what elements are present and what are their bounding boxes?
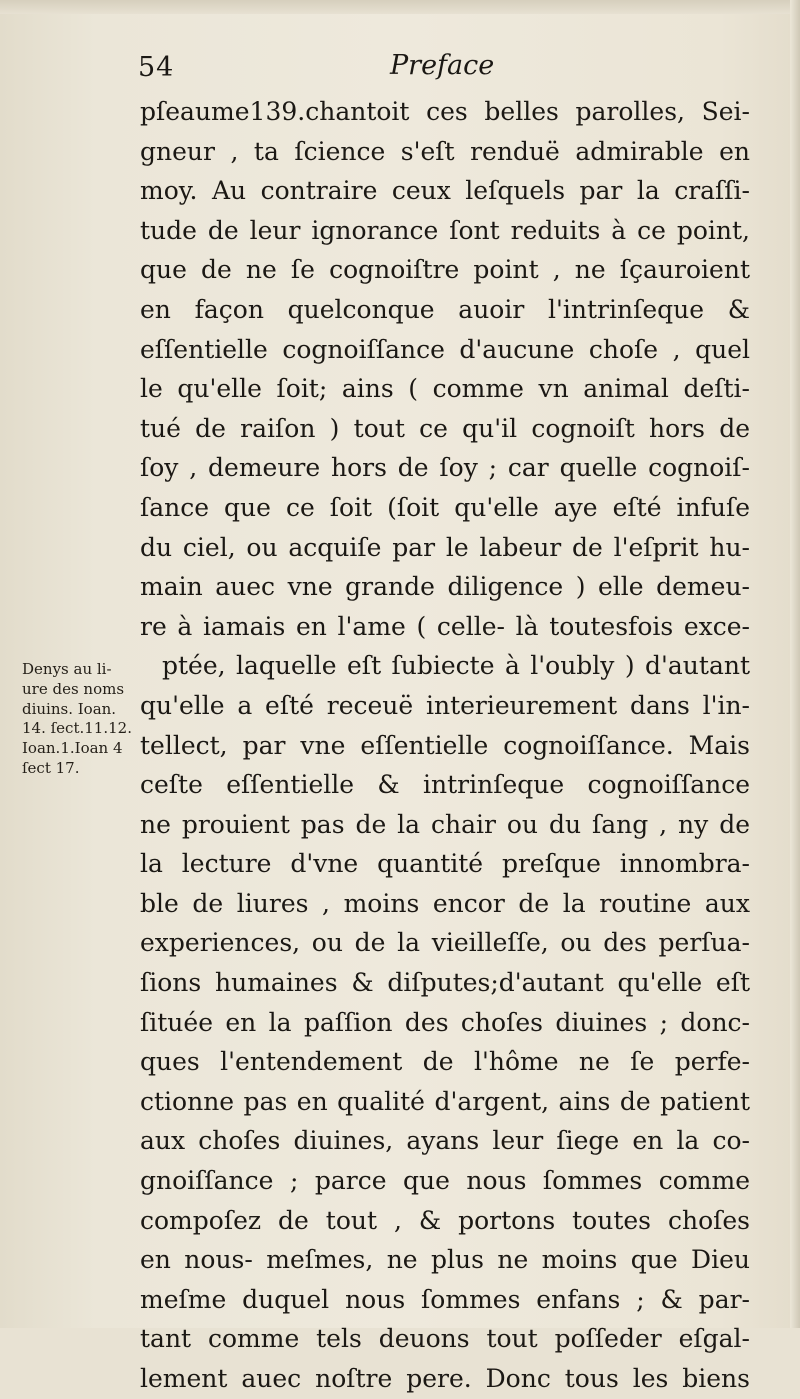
text-line: experiences, ou de la vieilleſſe, ou des perſua-: [140, 928, 750, 958]
margin-note: [22, 660, 132, 779]
text-line: tellect, par vne eſſentielle cognoiſſance. Mais: [140, 730, 750, 760]
text-line: ptée, laquelle eſt ſubiecte à l'oubly ) d'autant: [162, 651, 750, 681]
text-line: tué de raiſon ) tout ce qu'il cognoiſt hors de: [140, 413, 750, 443]
text-line: ne prouient pas de la chair ou du ſang , ny de: [140, 809, 750, 839]
text-line: ſituée en la paſſion des choſes diuines ; donc-: [140, 1007, 750, 1037]
text-line: en nous- meſmes, ne plus ne moins que Dieu: [140, 1245, 750, 1275]
text-line: re à iamais en l'ame ( celle- là toutesfois exce-: [140, 611, 750, 641]
text-line: en façon quelconque auoir l'intrinſeque &: [140, 294, 750, 324]
text-line: ſions humaines & diſputes;d'autant qu'elle eſt: [140, 968, 750, 998]
text-line: main auec vne grande diligence ) elle demeu-: [140, 572, 750, 602]
page-number: 54: [138, 52, 175, 83]
margin-note-line: ure des noms: [22, 679, 125, 698]
text-line: que de ne ſe cognoiſtre point , ne ſçauroient: [140, 255, 750, 285]
text-line: eſſentielle cognoiſſance d'aucune choſe , quel: [140, 334, 750, 364]
body-text: [140, 92, 750, 1399]
margin-note-line: 14. ſect.11.12.: [22, 719, 132, 738]
text-line: ble de liures , moins encor de la routine aux: [140, 888, 750, 918]
text-line: ſance que ce ſoit (ſoit qu'elle aye eſté infuſe: [140, 492, 750, 522]
margin-note-line: Ioan.1.Ioan 4: [22, 739, 123, 758]
margin-note-line: diuins. Ioan.: [22, 699, 117, 718]
text-line: qu'elle a eſté receuë interieurement dans l'in-: [140, 690, 750, 720]
page-header: [130, 48, 740, 92]
text-line: compoſez de tout , & portons toutes choſes: [140, 1205, 750, 1235]
margin-note-line: ſect 17.: [22, 758, 80, 777]
text-line: tant comme tels deuons tout poſſeder eſgal-: [140, 1324, 750, 1354]
text-line: tude de leur ignorance ſont reduits à ce point,: [140, 215, 750, 245]
text-line: lement auec noſtre pere. Donc tous les biens: [140, 1364, 750, 1393]
text-line: ques l'entendement de l'hôme ne ſe perfe-: [140, 1047, 750, 1077]
running-head: Preface: [390, 50, 495, 81]
margin-note-line: Denys au li-: [22, 660, 112, 678]
text-line: pſeaume139.chantoit ces belles parolles, Sei-: [140, 97, 750, 126]
text-line: ſoy , demeure hors de ſoy ; car quelle cognoiſ-: [140, 453, 750, 483]
text-line: ctionne pas en qualité d'argent, ains de patient: [140, 1086, 750, 1116]
text-line: aux choſes diuines, ayans leur ſiege en la co-: [140, 1126, 750, 1156]
text-line: ceſte eſſentielle & intrinſeque cognoiſſance: [140, 770, 750, 800]
text-line: meſme duquel nous ſommes enfans ; & par-: [140, 1284, 750, 1314]
text-line: le qu'elle ſoit; ains ( comme vn animal deſti-: [140, 374, 750, 404]
text-line: la lecture d'vne quantité preſque innombra-: [140, 849, 750, 879]
page-top-edge: [0, 0, 800, 14]
text-line: du ciel, ou acquiſe par le labeur de l'eſprit hu-: [140, 532, 750, 562]
page-right-edge: [790, 0, 800, 1328]
text-line: moy. Au contraire ceux leſquels par la craſſi-: [140, 176, 750, 206]
text-line: gneur , ta ſcience s'eſt renduë admirable en: [140, 136, 750, 166]
text-line: gnoiſſance ; parce que nous ſommes comme: [140, 1166, 750, 1196]
